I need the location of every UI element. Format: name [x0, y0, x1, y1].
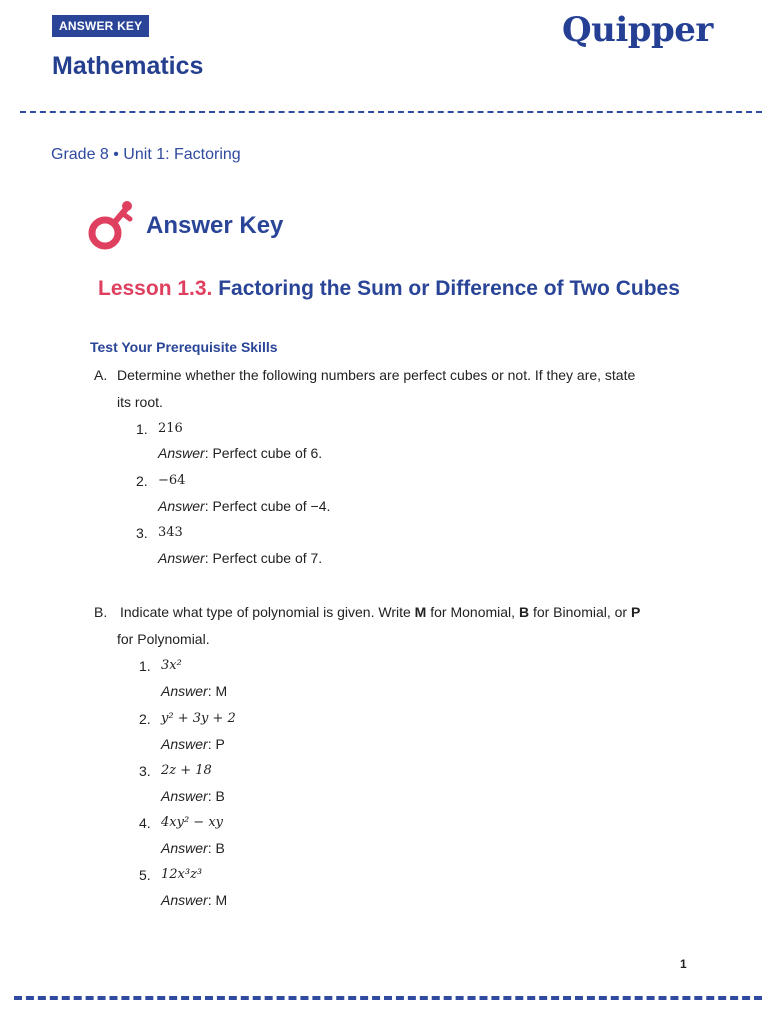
part-b-item-answer	[161, 735, 225, 753]
top-divider	[20, 111, 762, 113]
part-b-item-number: 4.	[139, 815, 151, 831]
answer-label: Answer	[161, 736, 208, 752]
part-a-item-expression: 216	[158, 421, 183, 436]
part-a-letter: A.	[94, 367, 108, 383]
lesson-number: Lesson 1.3.	[98, 277, 213, 300]
lesson-title: Factoring the Sum or Difference of Two Cubes	[218, 277, 680, 300]
part-b-instructions-line1: Indicate what type of polynomial is given. Write M for Monomial, B for Binomial, or P	[120, 604, 641, 620]
part-a-item-answer	[158, 549, 322, 567]
answer-label: Answer	[158, 550, 205, 566]
answer-text: : B	[207, 788, 225, 804]
part-b-item-expression: 12x³z³	[161, 867, 203, 882]
part-a-item-expression: −64	[158, 473, 186, 488]
bottom-divider	[14, 996, 762, 1000]
lesson-heading	[98, 277, 680, 301]
part-b-item-answer	[161, 787, 225, 805]
answer-text: : Perfect cube of 7.	[204, 550, 323, 566]
answer-label: Answer	[158, 445, 205, 461]
answer-label: Answer	[161, 840, 208, 856]
part-a-item-number: 1.	[136, 421, 148, 437]
answer-text: : Perfect cube of −4.	[204, 498, 331, 514]
part-a-item-number: 3.	[136, 525, 148, 541]
bold-m: M	[414, 604, 427, 620]
answer-text: : M	[207, 683, 228, 699]
part-b-item-number: 2.	[139, 711, 151, 727]
part-a-item-answer	[158, 444, 322, 462]
quipper-logo: Quipper	[562, 10, 713, 50]
answer-text: : P	[207, 736, 225, 752]
answer-label: Answer	[161, 892, 208, 908]
answer-label: Answer	[161, 683, 208, 699]
answer-text: : M	[207, 892, 228, 908]
answer-label: Answer	[161, 788, 208, 804]
section-title: Test Your Prerequisite Skills	[90, 339, 278, 355]
part-b-item-expression: 4xy² − xy	[161, 815, 223, 830]
answer-key-title: Answer Key	[146, 212, 284, 239]
part-b-item-expression: 3x²	[161, 658, 182, 673]
part-b-item-number: 5.	[139, 867, 151, 883]
part-a-item-expression: 343	[158, 525, 183, 540]
part-a-instructions-line1: Determine whether the following numbers are perfect cubes or not. If they are, state	[117, 367, 636, 383]
answer-text: : B	[207, 840, 225, 856]
bold-b: B	[518, 604, 530, 620]
part-a-item-answer	[158, 497, 330, 515]
part-b-item-answer	[161, 839, 225, 857]
part-b-item-number: 3.	[139, 763, 151, 779]
answer-label: Answer	[158, 498, 205, 514]
page-number: 1	[680, 957, 687, 971]
part-b-item-answer	[161, 682, 227, 700]
part-b-item-answer	[161, 891, 227, 909]
key-icon	[86, 197, 138, 253]
part-a-instructions-line2: its root.	[117, 394, 163, 410]
grade-unit-label: Grade 8 • Unit 1: Factoring	[51, 146, 241, 163]
part-a-item-number: 2.	[136, 473, 148, 489]
part-b-letter: B.	[94, 604, 108, 620]
answer-text: : Perfect cube of 6.	[204, 445, 323, 461]
bold-p: P	[631, 604, 641, 620]
part-b-instructions-line2: for Polynomial.	[117, 631, 210, 647]
part-b-item-expression: 2z + 18	[161, 763, 212, 778]
subject-title: Mathematics	[52, 52, 204, 80]
answer-key-badge: ANSWER KEY	[52, 15, 149, 37]
part-b-item-number: 1.	[139, 658, 151, 674]
part-b-item-expression: y² + 3y + 2	[161, 711, 236, 726]
